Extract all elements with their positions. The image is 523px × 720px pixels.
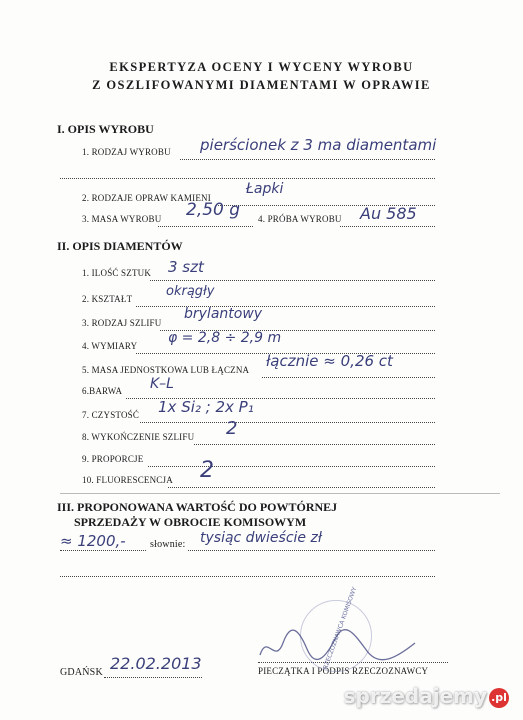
dotted-line	[158, 226, 253, 227]
watermark-badge: .pl	[489, 688, 509, 708]
diamond-ilosc-value: 3 szt	[168, 258, 204, 276]
stamp-text: RZECZOZNAWCA KOMISOWY	[322, 586, 359, 671]
section2-title: II. OPIS DIAMENTÓW	[57, 239, 183, 253]
fold-line	[60, 493, 500, 494]
section3-title-line2: SPRZEDAŻY W OBROCIE KOMISOWYM	[74, 515, 307, 529]
proposed-value: ≈ 1200,-	[60, 532, 126, 550]
item-rodzaj-wyrobu-label: 1. RODZAJ WYROBU	[82, 147, 171, 157]
diamond-wykonczenie-label: 8. WYKOŃCZENIE SZLIFU	[82, 432, 195, 442]
diamond-wymiary-label: 4. WYMIARY	[82, 341, 138, 351]
dotted-line	[188, 550, 435, 551]
diamond-barwa-value: K–L	[150, 376, 174, 392]
diamond-czystosc-label: 7. CZYSTOŚĆ	[82, 410, 140, 420]
watermark	[344, 684, 509, 708]
dotted-line	[140, 422, 435, 423]
diamond-szlif-label: 3. RODZAJ SZLIFU	[82, 318, 162, 328]
dotted-line	[168, 487, 435, 488]
dotted-line	[60, 576, 435, 577]
dotted-line	[104, 677, 202, 678]
dotted-line	[180, 159, 435, 160]
slownie-label: słownie:	[150, 539, 186, 550]
section1-title: I. OPIS WYROBU	[57, 122, 154, 136]
dotted-line	[150, 280, 435, 281]
dotted-line	[60, 178, 435, 179]
diamond-szlif-value: brylantowy	[184, 306, 263, 322]
diamond-fluorescencja-label: 10. FLUORESCENCJA	[82, 475, 173, 485]
signature-label: PIECZĄTKA I PODPIS RZECZOZNAWCY	[258, 666, 429, 676]
diamond-czystosc-value: 1x Si₂ ; 2x P₁	[158, 398, 254, 416]
dotted-line	[194, 444, 435, 445]
dotted-line	[262, 377, 435, 378]
document-date: 22.02.2013	[110, 654, 202, 673]
diamond-masa-value: łącznie ≈ 0,26 ct	[266, 352, 393, 370]
city-label: GDAŃSK	[60, 667, 103, 678]
diamond-fluorescencja-value: 2	[200, 458, 214, 483]
signature-scribble	[255, 625, 435, 670]
diamond-ilosc-label: 1. ILOŚĆ SZTUK	[82, 268, 152, 278]
dotted-line	[340, 226, 435, 227]
document-title-line1: EKSPERTYZA OCENY I WYCENY WYROBU	[109, 60, 414, 74]
diamond-wymiary-value: φ = 2,8 ÷ 2,9 m	[168, 330, 282, 346]
dotted-line	[148, 466, 435, 467]
item-rodzaje-opraw-value: Łapki	[246, 181, 284, 197]
dotted-line	[60, 550, 146, 551]
document-title-line2: Z OSZLIFOWANYMI DIAMENTAMI W OPRAWIE	[92, 78, 431, 92]
item-masa-wyrobu-value: 2,50 g	[186, 200, 241, 220]
dotted-line	[136, 306, 435, 307]
diamond-ksztalt-value: okrągły	[166, 284, 215, 299]
item-rodzaj-wyrobu-value: pierścionek z 3 ma diamentami	[200, 136, 437, 154]
item-rodzaje-opraw-label: 2. RODZAJE OPRAW KAMIENI	[82, 193, 211, 203]
item-proba-wyrobu-label: 4. PRÓBA WYROBU	[258, 214, 342, 224]
section3-title-line1: III. PROPONOWANA WARTOŚĆ DO POWTÓRNEJ	[57, 500, 338, 514]
diamond-proporcje-label: 9. PROPORCJE	[82, 454, 144, 464]
slownie-value: tysiąc dwieście zł	[200, 530, 322, 546]
item-masa-wyrobu-label: 3. MASA WYROBU	[82, 214, 162, 224]
diamond-wykonczenie-value: 2	[226, 418, 238, 439]
diamond-barwa-label: 6.BARWA	[82, 386, 123, 396]
watermark-text: sprzedajemy	[343, 684, 487, 708]
item-proba-wyrobu-value: Au 585	[360, 204, 417, 223]
diamond-ksztalt-label: 2. KSZTAŁT	[82, 294, 133, 304]
diamond-masa-label: 5. MASA JEDNOSTKOWA LUB ŁĄCZNA	[82, 365, 250, 375]
